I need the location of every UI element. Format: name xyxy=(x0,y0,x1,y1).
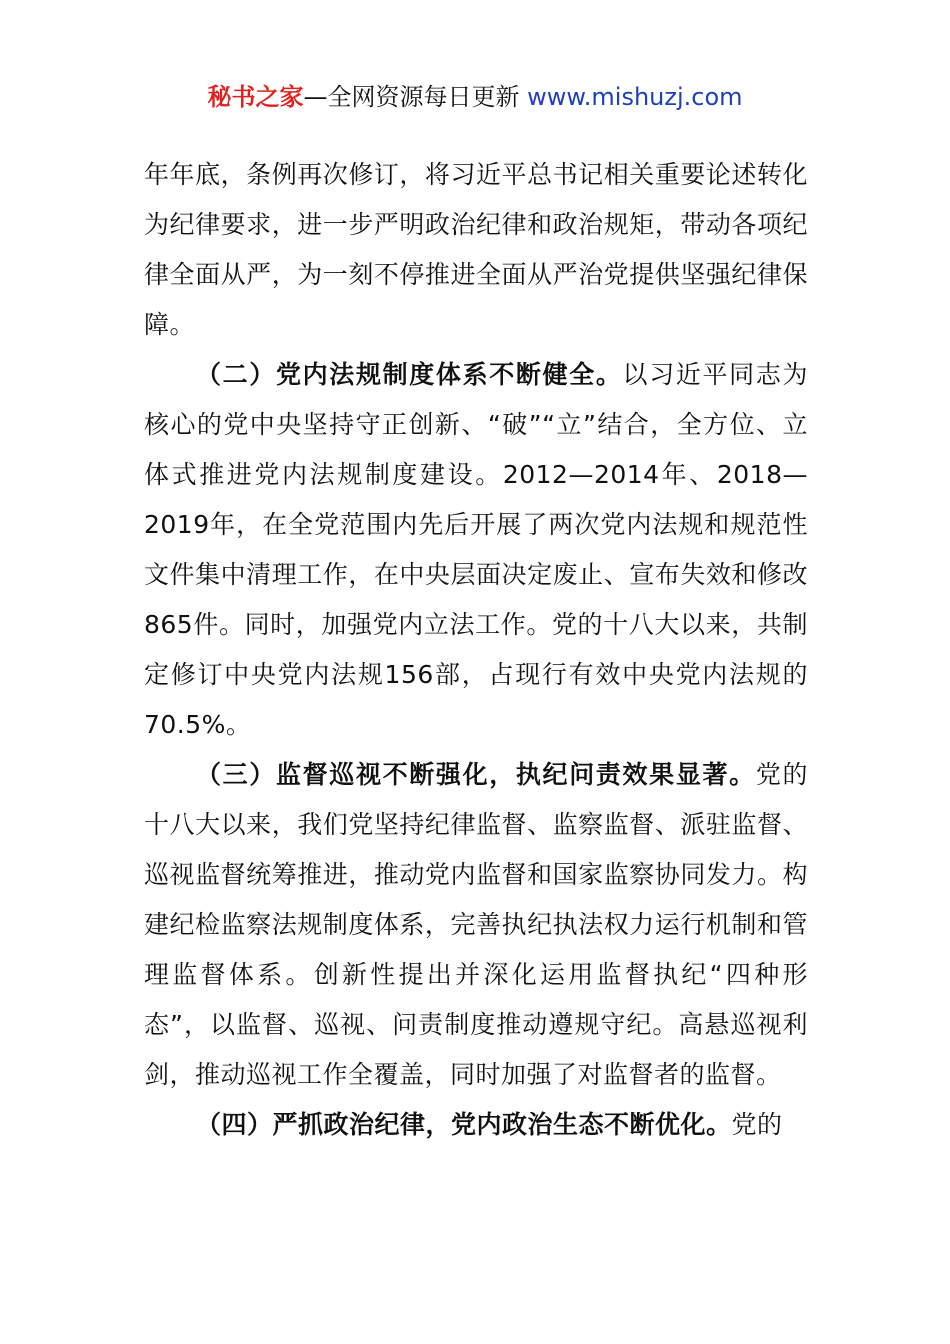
section-heading: （三）监督巡视不断强化，执纪问责效果显著。 xyxy=(196,760,756,789)
paragraph-text: 党的十八大以来，我们党坚持纪律监督、监察监督、派驻监督、巡视监督统筹推进，推动党内监督和国家监察协同发力。构建纪检监察法规制度体系，完善执纪执法权力运行机制和管理监督体系。创新性提出并深化运用监督执纪“四种形态”，以监督、巡视、问责制度推动遵规守纪。高悬巡视利剑，推动巡视工作全覆盖，同时加强了对监督者的监督。 xyxy=(144,760,808,1089)
section-heading: （四）严抓政治纪律，党内政治生态不断优化。 xyxy=(196,1110,732,1139)
paragraph-section-4 xyxy=(144,1100,808,1150)
paragraph-text: 年年底，条例再次修订，将习近平总书记相关重要论述转化为纪律要求，进一步严明政治纪律和政治规矩，带动各项纪律全面从严，为一刻不停推进全面从严治党提供坚强纪律保障。 xyxy=(144,160,808,339)
paragraph-continuation xyxy=(144,150,808,350)
site-header xyxy=(0,80,950,114)
paragraph-text: 以习近平同志为核心的党中央坚持守正创新、“破”“立”结合，全方位、立体式推进党内法规制度建设。2012—2014年、2018—2019年，在全党范围内先后开展了两次党内法规和规范性文件集中清理工作，在中央层面决定废止、宣布失效和修改865件。同时，加强党内立法工作。党的十八大以来，共制定修订中央党内法规156部，占现行有效中央党内法规的70.5%。 xyxy=(144,360,808,739)
site-url-link[interactable]: www.mishuzj.com xyxy=(527,83,743,111)
paragraph-section-2 xyxy=(144,350,808,750)
document-body xyxy=(144,150,808,1150)
site-brand: 秘书之家 xyxy=(207,83,304,111)
site-tagline: —全网资源每日更新 xyxy=(303,83,528,111)
section-heading: （二）党内法规制度体系不断健全。 xyxy=(196,360,623,389)
paragraph-text: 党的 xyxy=(731,1110,783,1139)
paragraph-section-3 xyxy=(144,750,808,1100)
